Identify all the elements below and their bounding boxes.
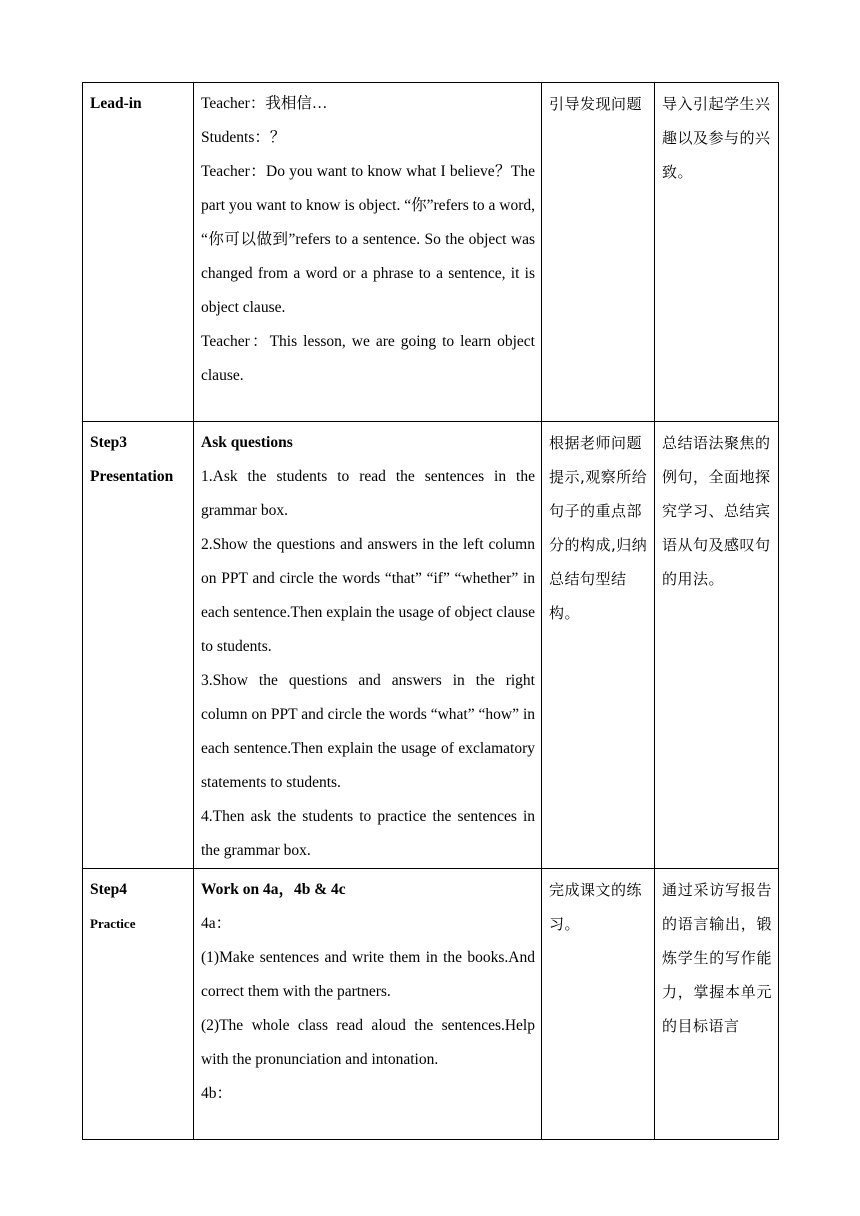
process-line: Teacher：我相信… [201,95,328,112]
teaching-process-cell [194,869,542,1140]
process-line: Teacher：Do you want to know what I believe？The part you want to know is object. “你”refers to a word, “你可以做到”refers to a sentence. So the object was changed from a word or a phrase to a sentence, it is object clause. [201,163,536,316]
stage-cell [83,83,194,422]
design-purpose-cell [655,422,779,869]
stage-cell [83,422,194,869]
stage-step: Step3 [90,434,128,451]
stage-step: Step4 [90,881,128,898]
design-purpose-text: 导入引起学生兴趣以及参与的兴致。 [662,95,771,181]
stage-label: Lead-in [90,95,142,112]
process-line: (2)The whole class read aloud the sentences.Help with the pronunciation and intonation. [201,1017,535,1068]
table-row [83,422,779,869]
process-line: 3.Show the questions and answers in the right column on PPT and circle the words “what” “how” in each sentence.Then explain the usage of exclamatory statements to students. [201,672,535,791]
student-activity-cell [542,869,655,1140]
student-activity-text: 完成课文的练习。 [549,881,643,933]
design-purpose-cell [655,83,779,422]
design-purpose-cell [655,869,779,1140]
process-line: 1.Ask the students to read the sentences in the grammar box. [201,468,535,519]
process-line: Teacher：This lesson, we are going to learn object clause. [201,333,535,384]
stage-label: Presentation [90,468,174,485]
process-line: (1)Make sentences and write them in the books.And correct them with the partners. [201,949,535,1000]
process-line: 4a： [201,915,232,932]
stage-label: Practice [90,916,136,931]
student-activity-text: 引导发现问题 [549,95,643,113]
process-line: 4b： [201,1085,233,1102]
student-activity-cell [542,422,655,869]
table-row [83,869,779,1140]
student-activity-cell [542,83,655,422]
stage-cell [83,869,194,1140]
teaching-process-cell [194,422,542,869]
table-row [83,83,779,422]
process-heading: Work on 4a，4b & 4c [201,881,346,898]
lesson-plan-table [82,82,779,1140]
teaching-process-cell [194,83,542,422]
process-line: Students：？ [201,129,286,146]
process-line: 2.Show the questions and answers in the left column on PPT and circle the words “that” “if” “whether” in each sentence.Then explain the usage of object clause to students. [201,536,535,655]
process-heading: Ask questions [201,434,293,451]
process-line: 4.Then ask the students to practice the sentences in the grammar box. [201,808,535,859]
student-activity-text: 根据老师问题提示,观察所给句子的重点部分的构成,归纳总结句型结构。 [549,434,648,622]
design-purpose-text: 总结语法聚焦的例句，全面地探究学习、总结宾语从句及感叹句的用法。 [662,434,771,588]
design-purpose-text: 通过采访写报告的语言输出，锻炼学生的写作能力，掌握本单元的目标语言 [662,881,772,1035]
